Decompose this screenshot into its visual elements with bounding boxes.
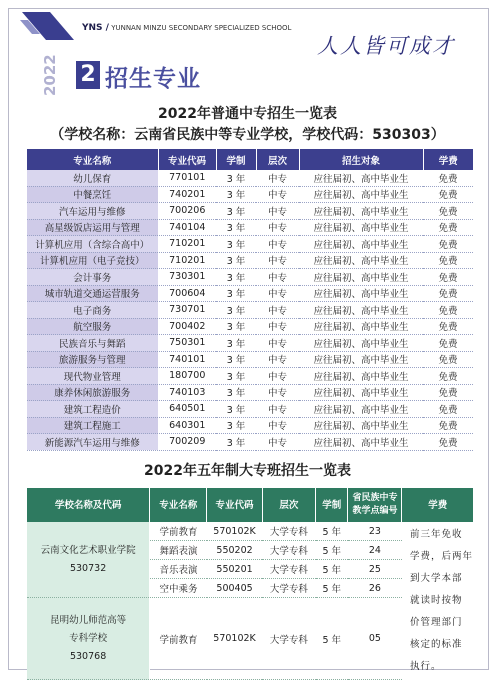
table-cell: 舞蹈表演 xyxy=(150,541,207,560)
table-cell: 中专 xyxy=(256,170,299,186)
table-cell: 25 xyxy=(348,560,402,579)
table-cell: 5 年 xyxy=(316,522,348,541)
col-header: 专业名称 xyxy=(27,149,158,170)
table-cell: 710201 xyxy=(158,252,216,269)
table-cell: 大学专科 xyxy=(262,522,315,541)
table-cell: 3 年 xyxy=(216,203,256,220)
table-row xyxy=(27,302,473,319)
table-cell: 570102K xyxy=(207,598,262,680)
table-cell: 应往届初、高中毕业生 xyxy=(299,401,423,418)
table1-title: 2022年普通中专招生一览表 xyxy=(158,106,337,122)
table-cell: 570102K xyxy=(207,522,262,541)
enrollment-table xyxy=(27,149,473,451)
school-code: 530732 xyxy=(69,562,107,574)
program-name-cell: 计算机应用（电子竞技） xyxy=(27,252,158,269)
school-name: 专科学校 xyxy=(69,632,108,644)
table-row xyxy=(27,318,473,335)
table-cell: 5 年 xyxy=(316,560,348,579)
table-cell: 应往届初、高中毕业生 xyxy=(299,252,423,269)
school-cell xyxy=(27,522,150,598)
table-cell: 应往届初、高中毕业生 xyxy=(299,384,423,401)
table-row xyxy=(27,170,473,186)
table-cell: 应往届初、高中毕业生 xyxy=(299,236,423,253)
table-cell: 中专 xyxy=(256,434,299,451)
table-cell: 500405 xyxy=(207,579,262,598)
program-name-cell: 会计事务 xyxy=(27,269,158,286)
table-cell: 免费 xyxy=(423,269,473,286)
table-cell: 中专 xyxy=(256,219,299,236)
table-cell: 740103 xyxy=(158,384,216,401)
table-cell: 学前教育 xyxy=(150,598,207,680)
table-cell: 3 年 xyxy=(216,219,256,236)
col-header: 学制 xyxy=(316,488,348,522)
table-cell: 中专 xyxy=(256,417,299,434)
table-cell: 免费 xyxy=(423,434,473,451)
program-name-cell: 幼儿保育 xyxy=(27,170,158,186)
table-cell: 中专 xyxy=(256,335,299,352)
table-header-row xyxy=(27,488,473,522)
table-cell: 学前教育 xyxy=(150,522,207,541)
program-name-cell: 高星级饭店运用与管理 xyxy=(27,219,158,236)
table-cell: 免费 xyxy=(423,186,473,203)
table-row xyxy=(27,236,473,253)
col-header: 专业代码 xyxy=(207,488,262,522)
program-name-cell: 旅游服务与管理 xyxy=(27,351,158,368)
fee-note xyxy=(402,522,473,680)
school-cell xyxy=(27,598,150,680)
table-cell: 3 年 xyxy=(216,434,256,451)
table-cell: 中专 xyxy=(256,351,299,368)
table-cell: 免费 xyxy=(423,351,473,368)
col-header: 学费 xyxy=(402,488,473,522)
table-row xyxy=(27,186,473,203)
table-cell: 3 年 xyxy=(216,269,256,286)
table-cell: 中专 xyxy=(256,252,299,269)
section-number: 2 xyxy=(76,61,100,89)
table-cell: 3 年 xyxy=(216,236,256,253)
program-name-cell: 民族音乐与舞蹈 xyxy=(27,335,158,352)
table-cell: 3 年 xyxy=(216,368,256,385)
fee-line: 学费，后两年 xyxy=(409,551,473,562)
table-cell: 550201 xyxy=(207,560,262,579)
table-cell: 免费 xyxy=(423,236,473,253)
table-cell: 3 年 xyxy=(216,417,256,434)
table-cell: 550202 xyxy=(207,541,262,560)
table-cell: 应往届初、高中毕业生 xyxy=(299,351,423,368)
col-header: 学费 xyxy=(423,149,473,170)
table-cell: 3 年 xyxy=(216,384,256,401)
table-cell: 大学专科 xyxy=(262,541,315,560)
table-cell: 免费 xyxy=(423,302,473,319)
fee-line: 到大学本部 xyxy=(409,573,463,584)
table-cell: 23 xyxy=(348,522,402,541)
school-name: 昆明幼儿师范高等 xyxy=(50,614,127,626)
table-row xyxy=(27,351,473,368)
table-cell: 24 xyxy=(348,541,402,560)
table-cell: 中专 xyxy=(256,384,299,401)
table-cell: 700402 xyxy=(158,318,216,335)
program-name-cell: 电子商务 xyxy=(27,302,158,319)
table-cell: 5 年 xyxy=(316,579,348,598)
table-cell: 中专 xyxy=(256,236,299,253)
program-name-cell: 计算机应用（含综合高中） xyxy=(27,236,158,253)
table-cell: 740104 xyxy=(158,219,216,236)
col-header: 学校名称及代码 xyxy=(27,488,150,522)
col-header: 层次 xyxy=(256,149,299,170)
fee-line: 就读时按物 xyxy=(409,595,463,606)
logo-icon xyxy=(20,10,76,42)
table-cell: 大学专科 xyxy=(262,579,315,598)
table-cell: 中专 xyxy=(256,368,299,385)
table-cell: 免费 xyxy=(423,401,473,418)
table-cell: 640501 xyxy=(158,401,216,418)
program-name-cell: 中餐烹饪 xyxy=(27,186,158,203)
col-header: 招生对象 xyxy=(299,149,423,170)
table-cell: 免费 xyxy=(423,368,473,385)
table-cell: 空中乘务 xyxy=(150,579,207,598)
slogan: 人人皆可成才 xyxy=(317,34,455,58)
table-cell: 应往届初、高中毕业生 xyxy=(299,417,423,434)
table-cell: 770101 xyxy=(158,170,216,186)
table-cell: 应往届初、高中毕业生 xyxy=(299,318,423,335)
table-cell: 700604 xyxy=(158,285,216,302)
table-cell: 应往届初、高中毕业生 xyxy=(299,434,423,451)
program-name-cell: 航空服务 xyxy=(27,318,158,335)
school-logo-text: YNS / YUNNAN MINZU SECONDARY SPECIALIZED SCHOOL xyxy=(82,23,292,33)
program-name-cell: 新能源汽车运用与维修 xyxy=(27,434,158,451)
table-row xyxy=(27,219,473,236)
fee-line: 前三年免收 xyxy=(409,529,463,540)
table-cell: 免费 xyxy=(423,417,473,434)
table-cell: 大学专科 xyxy=(262,560,315,579)
table-row xyxy=(27,434,473,451)
school-name: 云南文化艺术职业学院 xyxy=(40,544,136,556)
table-cell: 26 xyxy=(348,579,402,598)
col-header: 学制 xyxy=(216,149,256,170)
table-cell: 730301 xyxy=(158,269,216,286)
table-cell: 3 年 xyxy=(216,335,256,352)
fee-line: 核定的标准 xyxy=(409,639,463,650)
program-name-cell: 汽车运用与维修 xyxy=(27,203,158,220)
table-row xyxy=(27,522,473,541)
table-cell: 5 年 xyxy=(316,598,348,680)
college-program-table xyxy=(27,488,473,680)
table-cell: 740201 xyxy=(158,186,216,203)
program-name-cell: 城市轨道交通运营服务 xyxy=(27,285,158,302)
table-cell: 音乐表演 xyxy=(150,560,207,579)
table-cell: 05 xyxy=(348,598,402,680)
table-row xyxy=(27,335,473,352)
table-cell: 3 年 xyxy=(216,401,256,418)
table-cell: 700209 xyxy=(158,434,216,451)
program-name-cell: 建筑工程施工 xyxy=(27,417,158,434)
table-cell: 应往届初、高中毕业生 xyxy=(299,170,423,186)
table-cell: 5 年 xyxy=(316,541,348,560)
table-cell: 640301 xyxy=(158,417,216,434)
year-label: 2022 xyxy=(41,54,59,96)
table-cell: 3 年 xyxy=(216,186,256,203)
table1-subtitle: （学校名称：云南省民族中等专业学校，学校代码：530303） xyxy=(50,127,445,143)
table-cell: 免费 xyxy=(423,170,473,186)
table-cell: 应往届初、高中毕业生 xyxy=(299,203,423,220)
col-header: 层次 xyxy=(262,488,315,522)
table-cell: 应往届初、高中毕业生 xyxy=(299,285,423,302)
table-row xyxy=(27,368,473,385)
table-cell: 免费 xyxy=(423,285,473,302)
table-cell: 大学专科 xyxy=(262,598,315,680)
table-cell: 700206 xyxy=(158,203,216,220)
table-cell: 应往届初、高中毕业生 xyxy=(299,219,423,236)
program-name-cell: 康养休闲旅游服务 xyxy=(27,384,158,401)
table-cell: 中专 xyxy=(256,203,299,220)
table-cell: 免费 xyxy=(423,203,473,220)
table-cell: 免费 xyxy=(423,219,473,236)
table-row xyxy=(27,401,473,418)
program-name-cell: 建筑工程造价 xyxy=(27,401,158,418)
table-cell: 应往届初、高中毕业生 xyxy=(299,269,423,286)
table-cell: 免费 xyxy=(423,335,473,352)
table-cell: 710201 xyxy=(158,236,216,253)
table-cell: 3 年 xyxy=(216,302,256,319)
table-cell: 中专 xyxy=(256,302,299,319)
table-cell: 免费 xyxy=(423,318,473,335)
table-cell: 3 年 xyxy=(216,285,256,302)
table-cell: 3 年 xyxy=(216,318,256,335)
table-cell: 中专 xyxy=(256,285,299,302)
section-title: 招生专业 xyxy=(105,66,201,92)
table-cell: 免费 xyxy=(423,252,473,269)
table-row xyxy=(27,417,473,434)
fee-line: 价管理部门 xyxy=(409,617,463,628)
table-row xyxy=(27,384,473,401)
table2-title: 2022年五年制大专班招生一览表 xyxy=(144,463,351,479)
table-cell: 免费 xyxy=(423,384,473,401)
table-cell: 应往届初、高中毕业生 xyxy=(299,335,423,352)
table-cell: 3 年 xyxy=(216,351,256,368)
table-cell: 中专 xyxy=(256,269,299,286)
table-row xyxy=(27,269,473,286)
table-row xyxy=(27,252,473,269)
col-header: 专业代码 xyxy=(158,149,216,170)
table-cell: 中专 xyxy=(256,186,299,203)
table-cell: 中专 xyxy=(256,401,299,418)
school-code: 530768 xyxy=(69,650,107,662)
table-cell: 3 年 xyxy=(216,252,256,269)
table-cell: 应往届初、高中毕业生 xyxy=(299,302,423,319)
col-header: 专业名称 xyxy=(150,488,207,522)
table-row xyxy=(27,203,473,220)
table-cell: 750301 xyxy=(158,335,216,352)
col-header: 省民族中专教学点编号 xyxy=(348,488,402,522)
table-cell: 730701 xyxy=(158,302,216,319)
table-cell: 应往届初、高中毕业生 xyxy=(299,186,423,203)
table-header-row xyxy=(27,149,473,170)
table-cell: 中专 xyxy=(256,318,299,335)
program-name-cell: 现代物业管理 xyxy=(27,368,158,385)
table-cell: 180700 xyxy=(158,368,216,385)
table-cell: 3 年 xyxy=(216,170,256,186)
table-row xyxy=(27,285,473,302)
table-cell: 应往届初、高中毕业生 xyxy=(299,368,423,385)
table-cell: 740101 xyxy=(158,351,216,368)
fee-line: 执行。 xyxy=(409,661,442,672)
